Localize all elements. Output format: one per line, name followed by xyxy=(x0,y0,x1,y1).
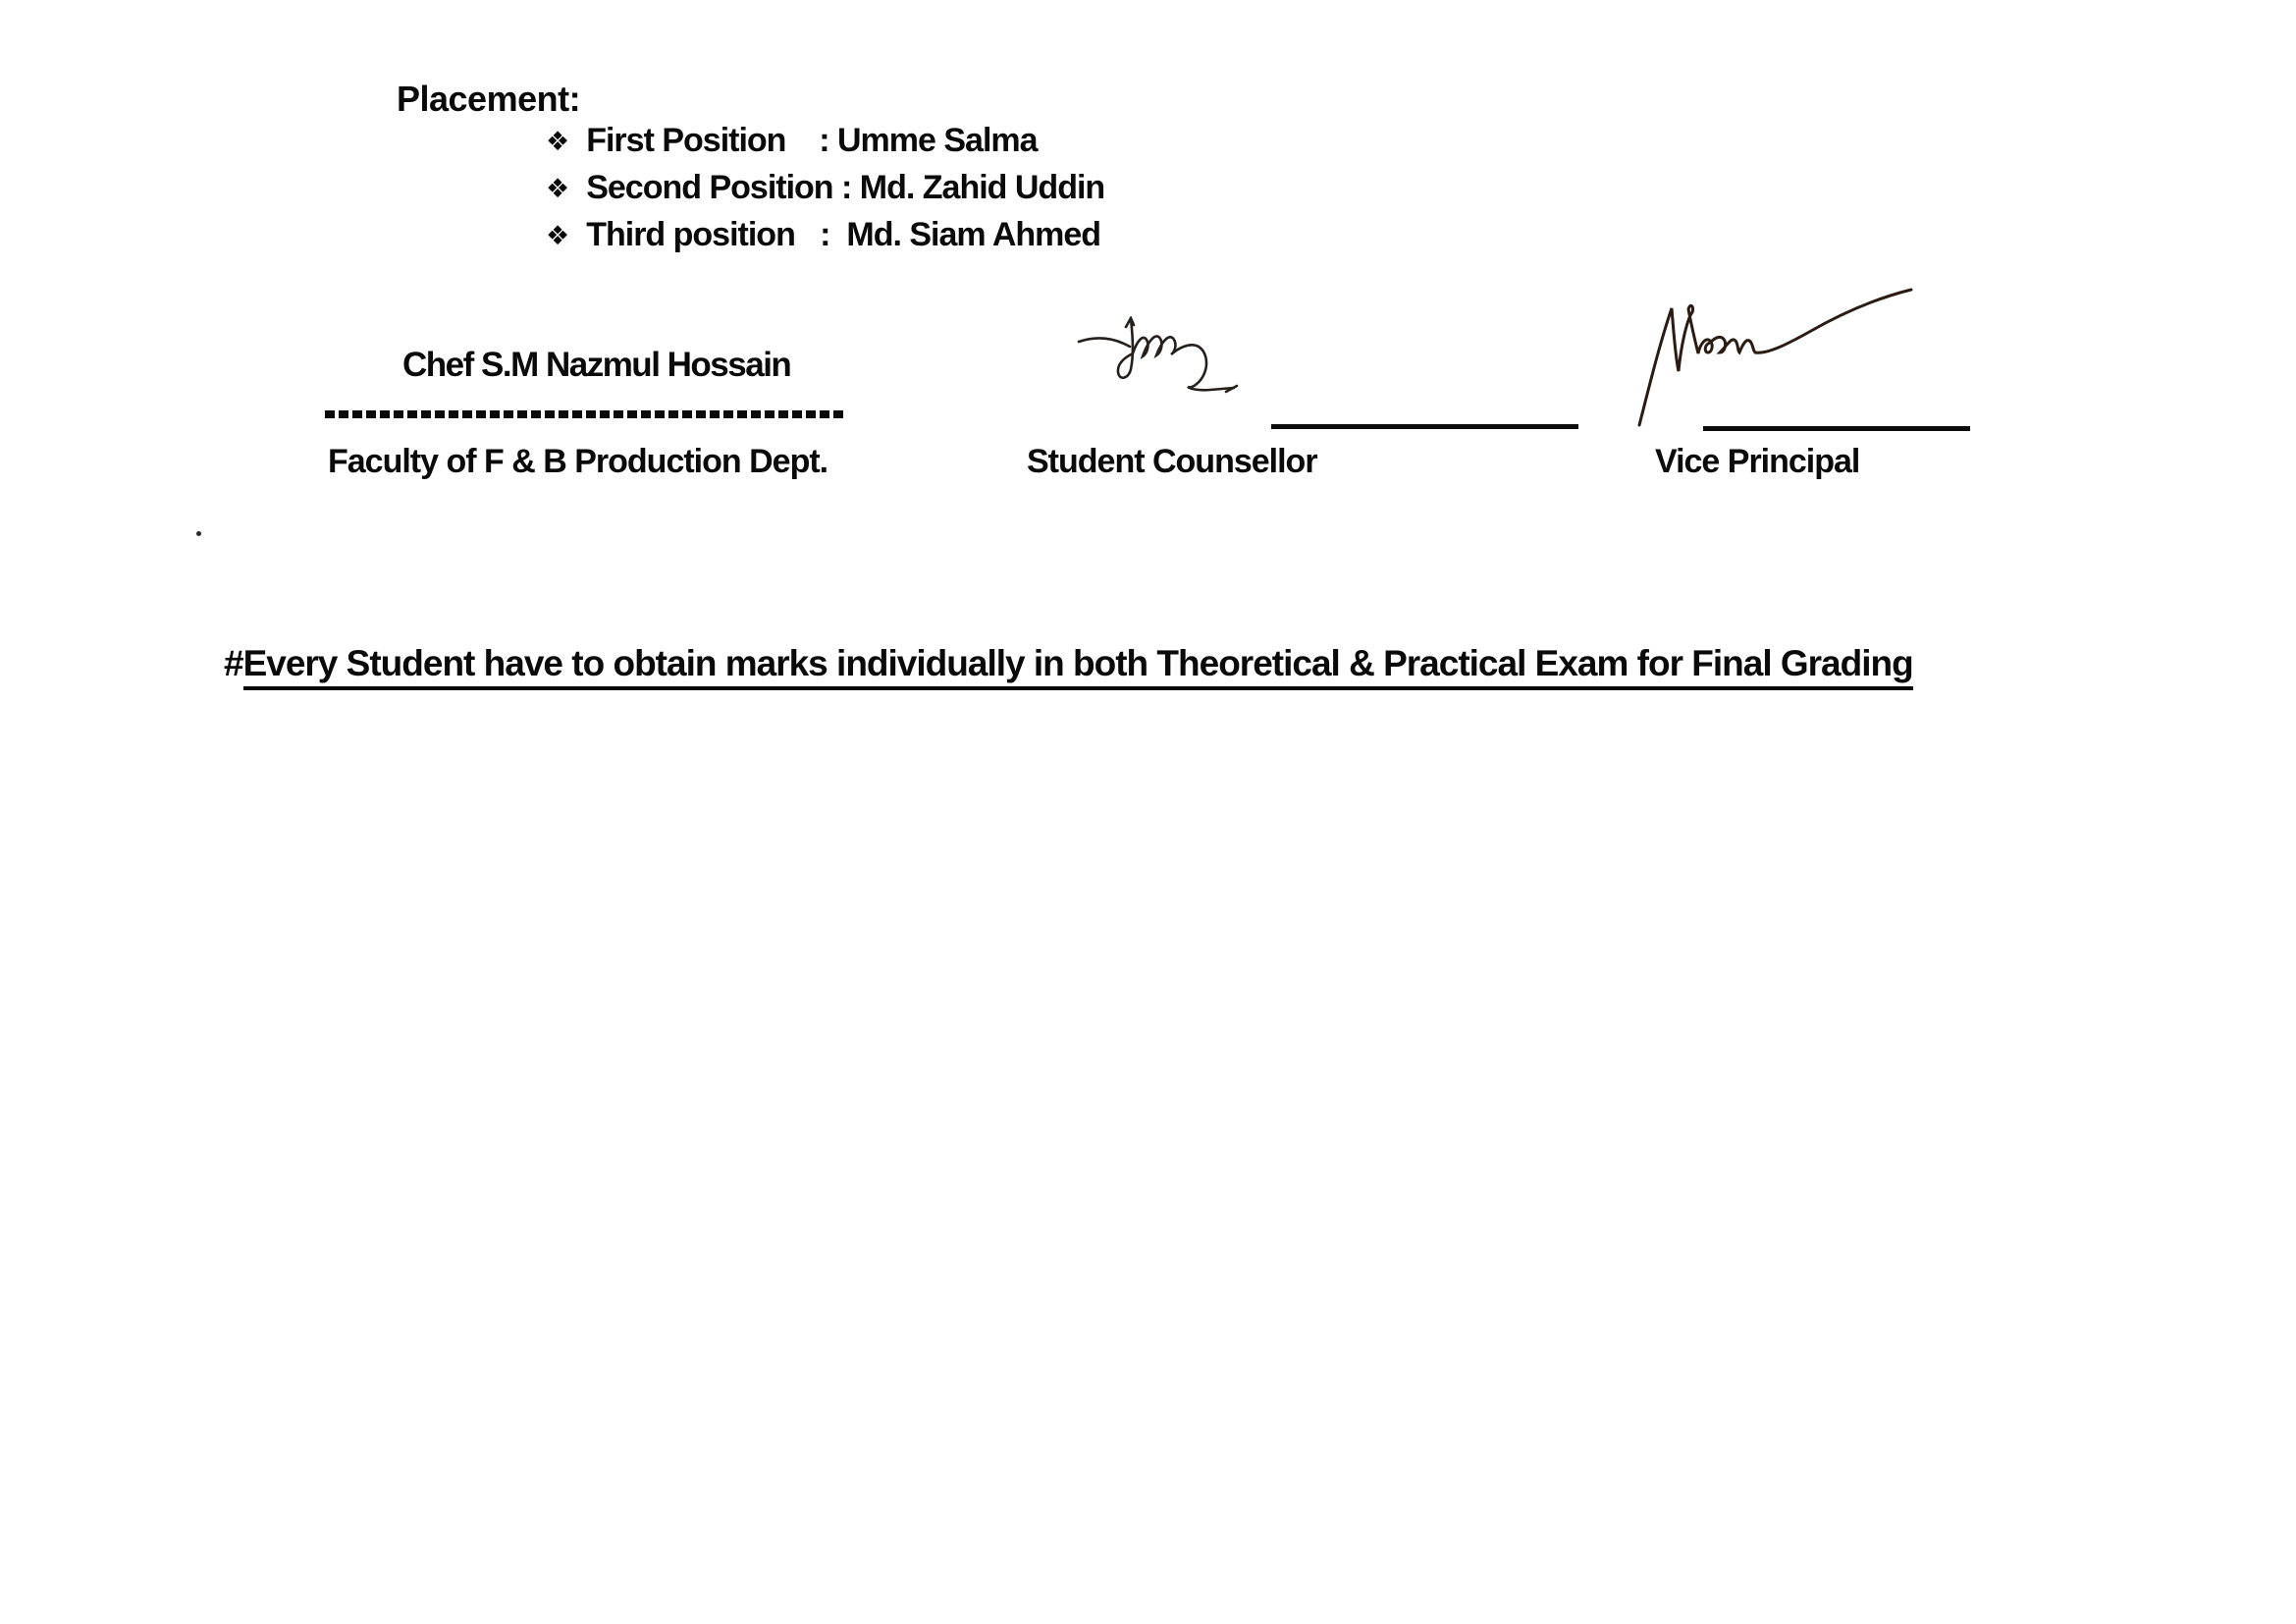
placement-item-text: First Position : Umme Salma xyxy=(586,122,1038,159)
placement-item-first xyxy=(546,122,1104,169)
grading-note-text: Every Student have to obtain marks individually in both Theoretical & Practical Exam for Final Grading xyxy=(243,643,1913,690)
faculty-title-label: Faculty of F & B Production Dept. xyxy=(328,443,828,480)
student-counsellor-signature-icon xyxy=(1073,316,1246,397)
placement-item-third xyxy=(546,216,1104,263)
diamond-bullet-icon: ❖ xyxy=(546,174,570,204)
vice-principal-signature-icon xyxy=(1629,285,1919,429)
placement-list xyxy=(546,122,1104,263)
scan-artifact-dot xyxy=(196,531,201,536)
faculty-signatory-name: Chef S.M Nazmul Hossain xyxy=(402,346,791,384)
faculty-dashed-signature-line xyxy=(325,410,844,418)
placement-item-second xyxy=(546,169,1104,216)
student-counsellor-signature-line xyxy=(1271,424,1578,429)
diamond-bullet-icon: ❖ xyxy=(546,127,570,157)
placement-heading: Placement: xyxy=(397,79,581,119)
vice-principal-signature-line xyxy=(1703,426,1970,431)
diamond-bullet-icon: ❖ xyxy=(546,221,570,251)
placement-item-text: Second Position : Md. Zahid Uddin xyxy=(586,169,1105,206)
grading-note xyxy=(224,643,1913,684)
student-counsellor-title-label: Student Counsellor xyxy=(1027,443,1317,480)
grading-note-hash-prefix: # xyxy=(224,643,243,683)
vice-principal-title-label: Vice Principal xyxy=(1655,443,1860,480)
placement-item-text: Third position : Md. Siam Ahmed xyxy=(586,216,1101,253)
